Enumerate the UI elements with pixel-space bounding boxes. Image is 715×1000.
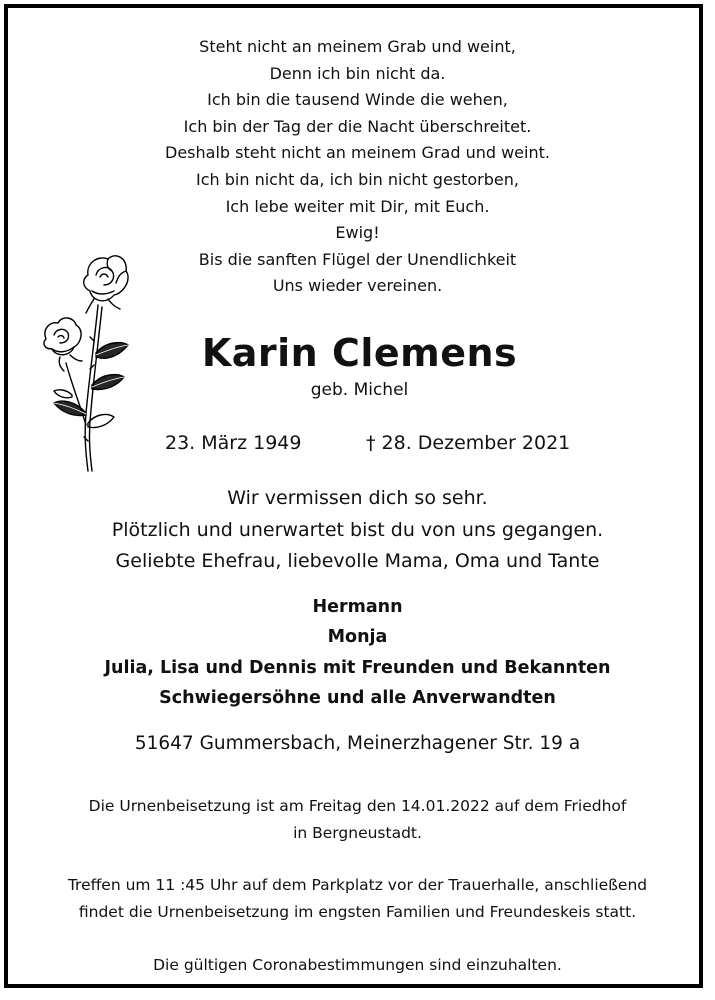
poem-line: Steht nicht an meinem Grab und weint, — [199, 37, 516, 56]
notice-line: Die Urnenbeisetzung ist am Freitag den 14.01.2022 auf dem Friedhof — [88, 797, 627, 815]
poem-line: Ewig! — [335, 223, 380, 243]
mourners-list — [0, 592, 715, 713]
mourner-line: Julia, Lisa und Dennis mit Freunden und Bekannten — [104, 657, 611, 678]
farewell-message — [0, 483, 715, 578]
meeting-notice — [0, 872, 715, 926]
poem-line: Denn ich bin nicht da. — [269, 63, 446, 83]
maiden-name: geb. Michel — [310, 380, 409, 400]
notice-line: Die gültigen Coronabestimmungen sind einzuhalten. — [153, 956, 562, 974]
corona-notice — [0, 952, 715, 979]
mourner-line: Schwiegersöhne und alle Anverwandten — [159, 687, 556, 708]
urn-burial-notice — [0, 793, 715, 847]
poem-line: Deshalb steht nicht an meinem Grad und weint. — [165, 143, 550, 163]
poem-line: Ich bin der Tag der die Nacht überschreitet. — [183, 116, 532, 136]
notice-line: Treffen um 11 :45 Uhr auf dem Parkplatz vor der Trauerhalle, anschließend — [67, 876, 648, 894]
birth-date: 23. März 1949 — [165, 432, 302, 454]
notice-line: findet die Urnenbeisetzung im engsten Familien und Freundeskeis statt. — [78, 903, 637, 921]
death-date: † 28. Dezember 2021 — [366, 432, 571, 454]
poem-line: Bis die sanften Flügel der Unendlichkeit — [198, 249, 517, 269]
deceased-name: Karin Clemens — [201, 331, 518, 375]
poem-line: Ich bin die tausend Winde die wehen, — [207, 90, 508, 110]
poem-line: Ich lebe weiter mit Dir, mit Euch. — [225, 196, 490, 216]
family-address: 51647 Gummersbach, Meinerzhagener Str. 19 a — [134, 733, 581, 754]
message-line: Wir vermissen dich so sehr. — [227, 487, 488, 509]
notice-line: in Bergneustadt. — [293, 824, 422, 842]
mourner-line: Monja — [327, 627, 388, 648]
poem-line: Uns wieder vereinen. — [272, 276, 443, 296]
message-line: Plötzlich und unerwartet bist du von uns gegangen. — [111, 518, 604, 541]
poem-line: Ich bin nicht da, ich bin nicht gestorben, — [196, 169, 519, 189]
message-line: Geliebte Ehefrau, liebevolle Mama, Oma und Tante — [115, 550, 600, 572]
mourner-line: Hermann — [312, 597, 403, 617]
